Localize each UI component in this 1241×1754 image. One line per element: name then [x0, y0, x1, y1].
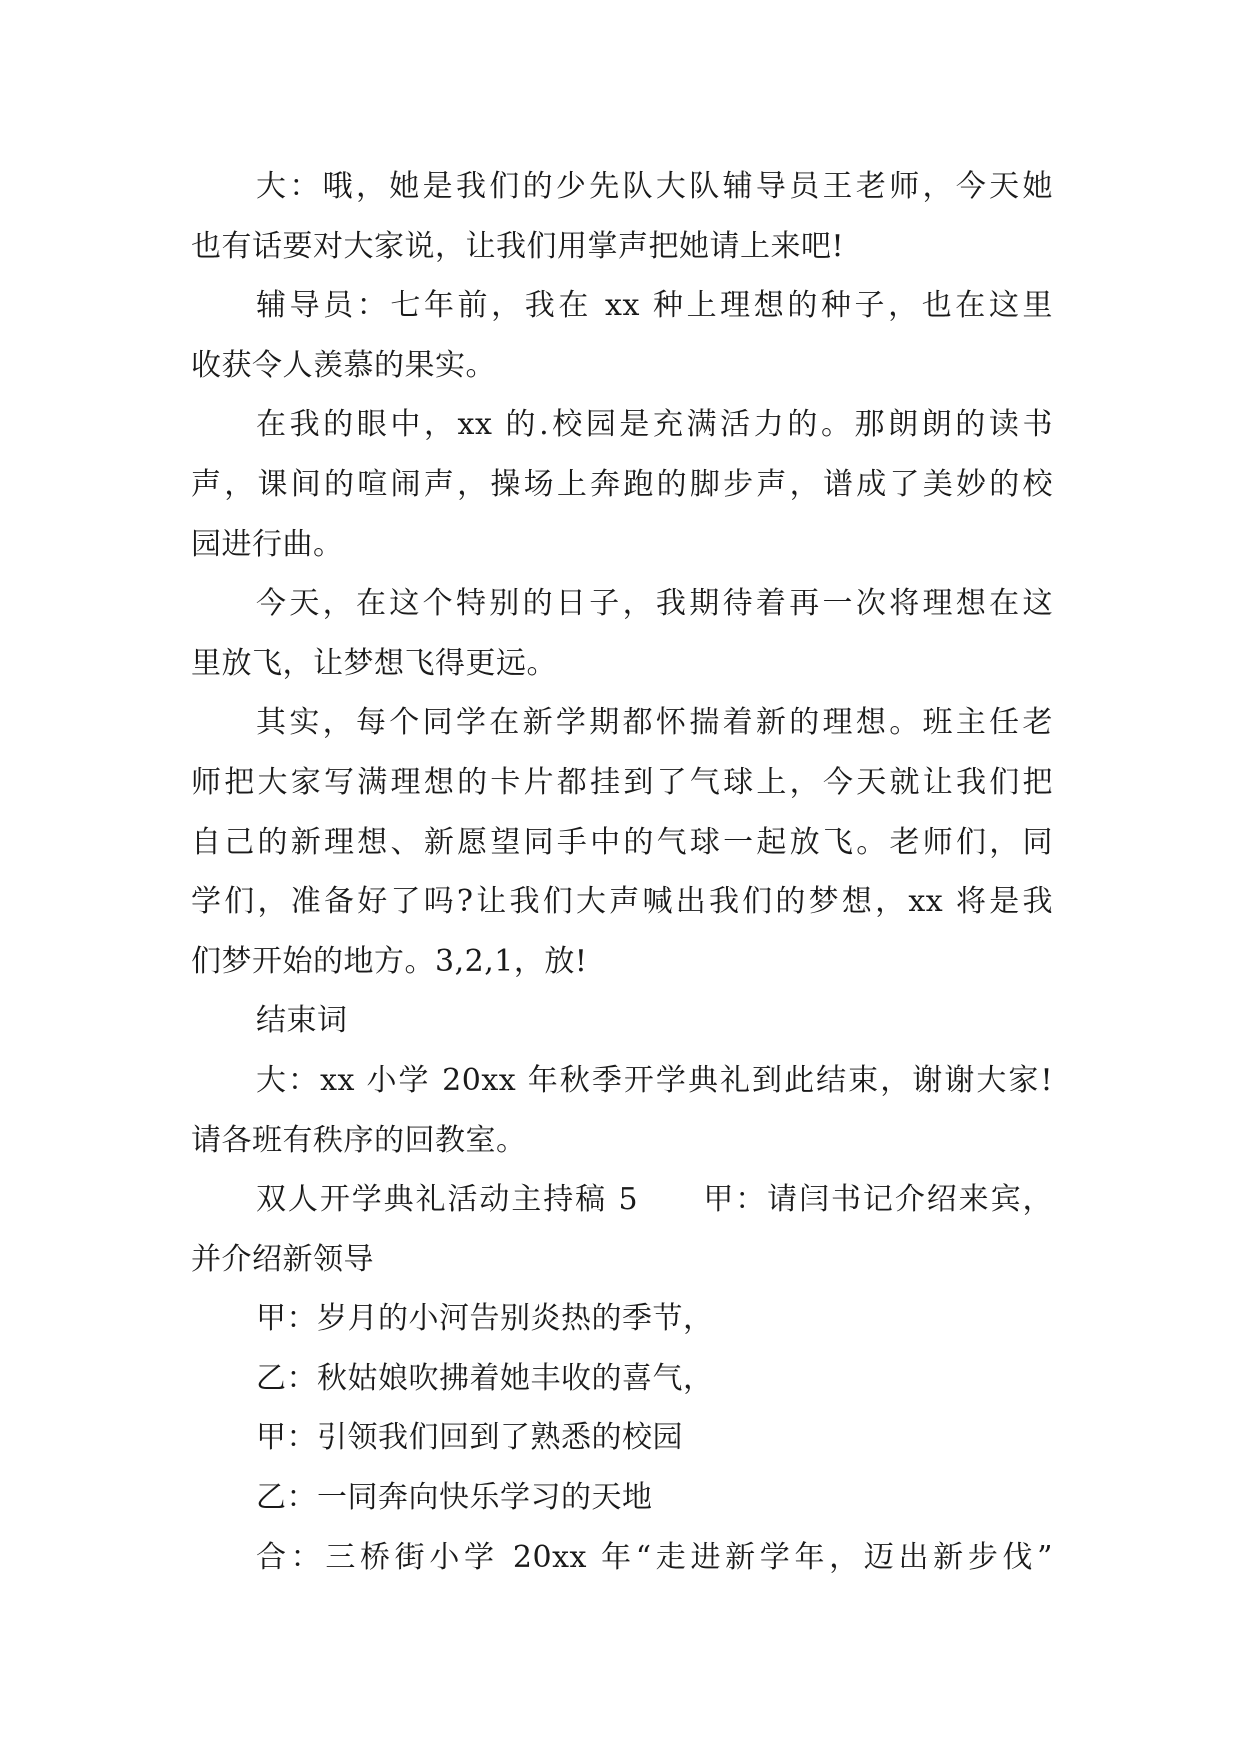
text-line: 合：三桥街小学 20xx 年“走进新学年，迈出新步伐” — [256, 1539, 1053, 1575]
text-line: 甲：引领我们回到了熟悉的校园 — [256, 1420, 683, 1456]
text-line: 甲：岁月的小河告别炎热的季节， — [256, 1301, 714, 1337]
text-line: 请各班有秩序的回教室。 — [191, 1122, 527, 1158]
text-line: 里放飞，让梦想飞得更远。 — [191, 645, 557, 681]
text-line: 园进行曲。 — [191, 526, 344, 562]
text-line: 在我的眼中，xx 的.校园是充满活力的。那朗朗的读书 — [256, 407, 1053, 443]
text-line: 收获令人羡慕的果实。 — [191, 347, 496, 383]
text-line: 今天，在这个特别的日子，我期待着再一次将理想在这 — [256, 586, 1053, 622]
text-line: 师把大家写满理想的卡片都挂到了气球上，今天就让我们把 — [191, 764, 1053, 800]
text-line: 乙：秋姑娘吹拂着她丰收的喜气， — [256, 1360, 714, 1396]
text-line: 学们，准备好了吗?让我们大声喊出我们的梦想，xx 将是我 — [191, 884, 1053, 920]
text-line: 辅导员：七年前，我在 xx 种上理想的种子，也在这里 — [256, 288, 1053, 324]
text-line: 自己的新理想、新愿望同手中的气球一起放飞。老师们，同 — [191, 824, 1053, 860]
section-heading: 结束词 — [256, 1003, 348, 1039]
text-line: 大：哦，她是我们的少先队大队辅导员王老师，今天她 — [256, 169, 1053, 204]
text-line: 声，课间的喧闹声，操场上奔跑的脚步声，谱成了美妙的校 — [191, 466, 1053, 502]
text-line: 们梦开始的地方。3,2,1，放! — [191, 943, 588, 979]
text-line: 其实，每个同学在新学期都怀揣着新的理想。班主任老 — [256, 705, 1053, 741]
text-line: 乙：一同奔向快乐学习的天地 — [256, 1480, 653, 1516]
text-line: 大：xx 小学 20xx 年秋季开学典礼到此结束，谢谢大家! — [256, 1062, 1053, 1098]
text-line: 也有话要对大家说，让我们用掌声把她请上来吧! — [191, 228, 845, 264]
text-line: 并介绍新领导 — [191, 1241, 374, 1277]
document-body — [191, 157, 1053, 1587]
text-line: 双人开学典礼活动主持稿 5 甲：请闫书记介绍来宾， — [256, 1182, 1053, 1218]
